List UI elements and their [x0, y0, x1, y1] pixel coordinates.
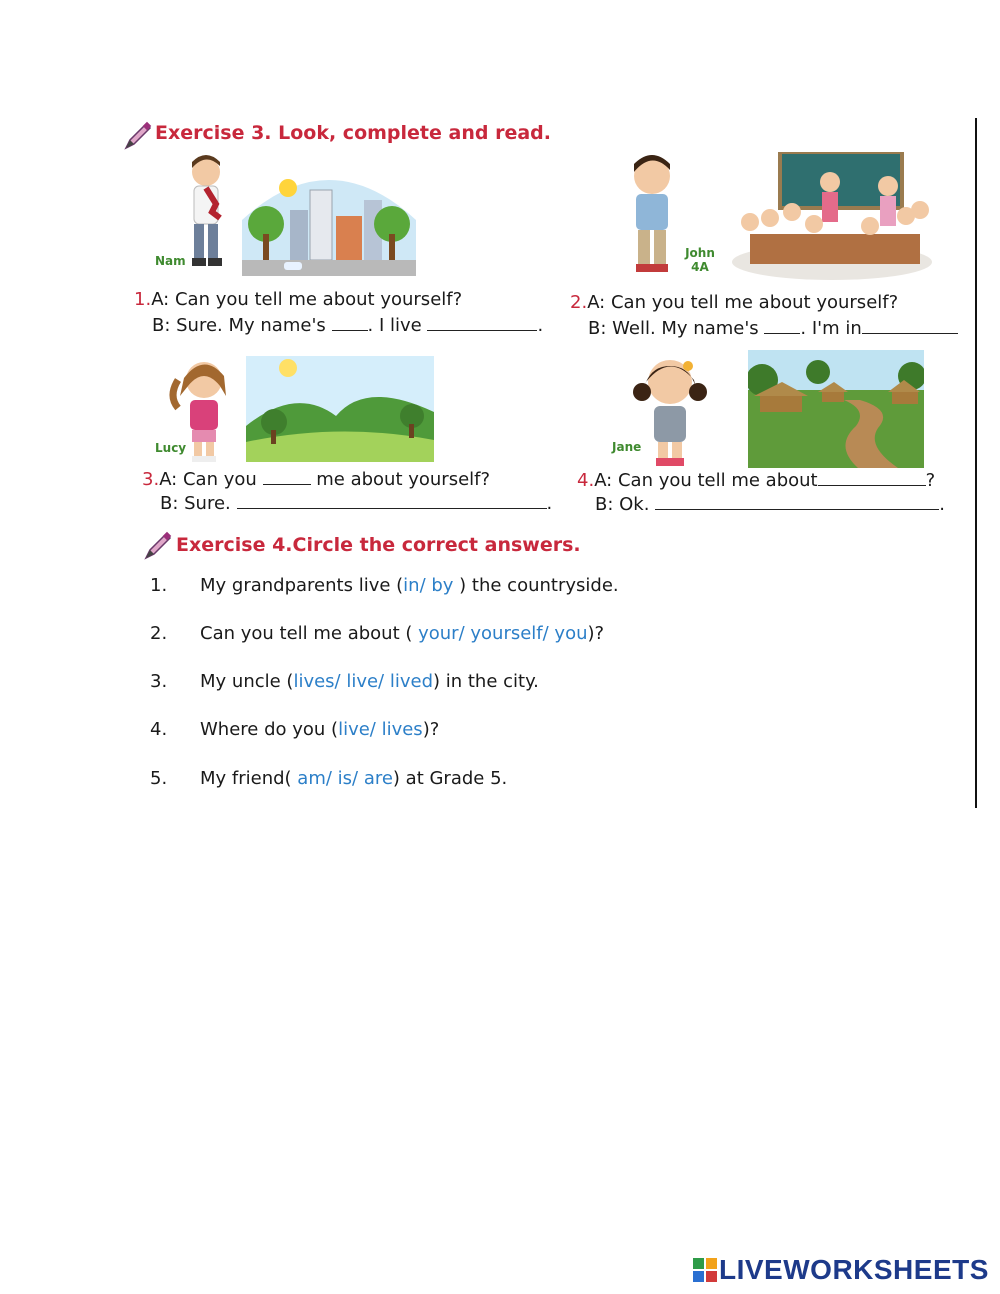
question-text-after: )?	[587, 623, 605, 644]
answer-options[interactable]: your/ yourself/ you	[418, 623, 588, 644]
item-4-line-b	[595, 491, 945, 517]
john-class: 4A	[691, 260, 709, 274]
item-1-b-middle: . I live	[367, 315, 422, 336]
answer-options[interactable]: am/ is/ are	[297, 768, 393, 789]
question-text-before: My friend(	[200, 768, 298, 789]
question-row	[150, 768, 507, 794]
item-3-verb-blank[interactable]	[263, 466, 311, 485]
item-1-live-blank[interactable]	[427, 312, 537, 331]
item-4-b-prefix: B: Ok.	[595, 494, 650, 515]
question-number: 4.	[150, 719, 168, 740]
right-border-line	[975, 118, 977, 808]
item-1-b-prefix: B: Sure. My name's	[152, 315, 326, 336]
girl-jane-illustration	[630, 352, 712, 470]
item-1-b-suffix: .	[537, 315, 544, 336]
item-4-line-a	[577, 467, 935, 493]
answer-options[interactable]: in/ by	[403, 575, 454, 596]
item-4-topic-blank[interactable]	[818, 467, 926, 486]
exercise-4-title: Exercise 4.Circle the correct answers.	[176, 534, 581, 556]
item-3-number: 3.	[142, 469, 160, 490]
question-text-after: ) in the city.	[433, 671, 539, 692]
item-4-a-suffix: ?	[925, 470, 936, 491]
pen-icon	[122, 120, 154, 152]
classroom-illustration	[730, 152, 934, 280]
pen-icon	[142, 530, 174, 562]
question-text-after: ) at Grade 5.	[392, 768, 508, 789]
answer-options[interactable]: lives/ live/ lived	[293, 671, 433, 692]
name-label-nam: Nam	[155, 254, 186, 268]
item-3-a-suffix: me about yourself?	[316, 469, 491, 490]
liveworksheets-logo[interactable]	[693, 1254, 989, 1284]
item-2-b-middle: . I'm in	[800, 318, 862, 339]
item-3-answer-blank[interactable]	[237, 490, 547, 509]
item-2-a-text: A: Can you tell me about yourself?	[587, 292, 899, 313]
question-text-after: )?	[422, 719, 440, 740]
question-number: 2.	[150, 623, 168, 644]
item-3-line-b	[160, 490, 552, 516]
item-4-number: 4.	[577, 470, 595, 491]
boy-nam-illustration	[176, 152, 238, 270]
question-text-before: My grandparents live (	[200, 575, 404, 596]
item-3-a-prefix: A: Can you	[159, 469, 257, 490]
name-label-john	[685, 246, 715, 274]
item-2-class-blank[interactable]	[862, 315, 958, 334]
question-number: 5.	[150, 768, 168, 789]
item-1-a-text: A: Can you tell me about yourself?	[151, 289, 463, 310]
item-1-name-blank[interactable]	[332, 312, 368, 331]
item-2-line-b	[588, 315, 958, 341]
answer-options[interactable]: live/ lives	[338, 719, 423, 740]
item-2-number: 2.	[570, 292, 588, 313]
question-row	[150, 671, 539, 697]
item-1-line-b	[152, 312, 543, 338]
name-label-lucy: Lucy	[155, 441, 187, 455]
liveworksheets-logo-icon	[693, 1258, 717, 1282]
item-2-line-a	[570, 291, 898, 315]
question-row	[150, 623, 604, 649]
village-road-illustration	[748, 350, 924, 468]
item-2-b-prefix: B: Well. My name's	[588, 318, 759, 339]
city-illustration	[240, 160, 418, 276]
item-4-b-suffix: .	[939, 494, 945, 515]
item-1-line-a	[134, 288, 462, 312]
item-3-b-prefix: B: Sure.	[160, 493, 231, 514]
question-text-before: Can you tell me about (	[200, 623, 419, 644]
item-4-answer-blank[interactable]	[655, 491, 939, 510]
item-3-b-suffix: .	[546, 493, 553, 514]
name-label-jane: Jane	[612, 440, 642, 454]
question-row	[150, 575, 619, 601]
question-text-before: My uncle (	[200, 671, 294, 692]
boy-john-illustration	[624, 152, 680, 280]
item-4-a-prefix: A: Can you tell me about	[594, 470, 818, 491]
item-2-name-blank[interactable]	[764, 315, 800, 334]
countryside-hills-illustration	[246, 356, 434, 462]
item-3-line-a	[142, 466, 490, 492]
question-text-before: Where do you (	[200, 719, 339, 740]
john-name: John	[685, 246, 715, 260]
question-row	[150, 719, 439, 745]
question-text-after: ) the countryside.	[453, 575, 619, 596]
question-number: 3.	[150, 671, 168, 692]
question-number: 1.	[150, 575, 168, 596]
logo-text: LIVEWORKSHEETS	[719, 1254, 989, 1285]
exercise-3-title: Exercise 3. Look, complete and read.	[155, 122, 551, 144]
item-1-number: 1.	[134, 289, 152, 310]
